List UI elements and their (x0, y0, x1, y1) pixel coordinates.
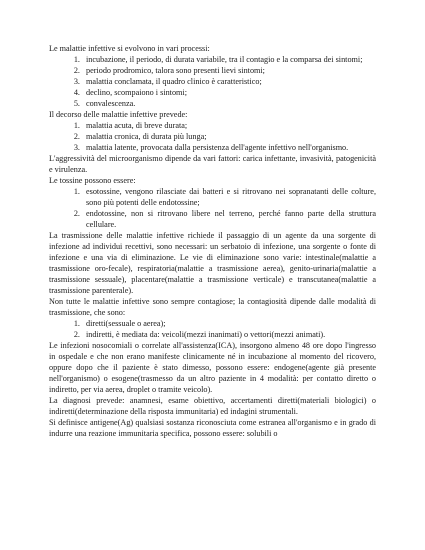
list-item: 5. convalescenza. (82, 98, 376, 109)
list-item: 2. malattia cronica, di durata più lunga; (82, 131, 376, 142)
modes-list (49, 318, 376, 340)
course-list (49, 120, 376, 153)
phases-list (49, 54, 376, 109)
list-item: 3. malattia conclamata, il quadro clinico è caratteristico; (82, 76, 376, 87)
intro-course-paragraph: Il decorso delle malattie infettive prevede: (49, 110, 188, 119)
list-item: 1. diretti(sessuale o aerea); (82, 318, 376, 329)
list-item: 2. indiretti, è mediata da: veicoli(mezzi inanimati) o vettori(mezzi animati). (82, 329, 376, 340)
antigen-paragraph: Si definisce antigene(Ag) qualsiasi sostanza riconosciuta come estranea all'organismo e in grado di indurre una reazione immunitaria specifica, possono essere: solubili o (49, 418, 376, 438)
intro-phases-paragraph: Le malattie infettive si evolvono in vari processi: (49, 44, 210, 53)
list-item: 1. malattia acuta, di breve durata; (82, 120, 376, 131)
list-item: 2. periodo prodromico, talora sono presenti lievi sintomi; (82, 65, 376, 76)
list-item: 1. incubazione, il periodo, di durata variabile, tra il contagio e la comparsa dei sintomi; (82, 54, 376, 65)
list-item: 4. declino, scompaiono i sintomi; (82, 87, 376, 98)
list-item: 3. malattia latente, provocata dalla persistenza dell'agente infettivo nell'organismo. (82, 142, 376, 153)
list-item: 2. endotossine, non si ritrovano libere nel terreno, perché fanno parte della struttura cellulare. (82, 208, 376, 230)
document-page (49, 43, 376, 439)
nosocomial-paragraph: Le infezioni nosocomiali o correlate all'assistenza(ICA), insorgono almeno 48 ore dopo l'ingresso in ospedale e che non erano manifeste clinicamente né in incubazione al momento del ricovero, oppure dopo che il paziente è stato dimesso, possono essere: endogene(agente già presente nell'organismo) o esogene(trasmesso da un altro paziente in 4 modalità: per contatto diretto o indiretto, per via aerea, droplet o tramite veicolo). (49, 341, 376, 394)
aggressivity-paragraph: L'aggressività del microorganismo dipende da vari fattori: carica infettante, invasività, patogenicità e virulenza. (49, 154, 376, 174)
list-item: 1. esotossine, vengono rilasciate dai batteri e si ritrovano nei sopranatanti delle colture, sono più potenti delle endotossine; (82, 186, 376, 208)
transmission-paragraph: La trasmissione delle malattie infettive richiede il passaggio di un agente da una sorgente di infezione ad individui recettivi, sono necessari: un serbatoio di infezione, una sorgente o fonte di infezione e una via di eliminazione. Le vie di eliminazione sono varie: intestinale(malattie a trasmissione oro-fecale), respiratoria(malattie a trasmissione aerea), genito-urinaria(malattie a trasmissione sessuale), placentare(malattie a trasmissione verticale) e transcutanea(malattie a trasmissione parenterale). (49, 231, 376, 295)
diagnosis-paragraph: La diagnosi prevede: anamnesi, esame obiettivo, accertamenti diretti(materiali biologici) o indiretti(determinazione della risposta immunitaria) ed indagini strumentali. (49, 396, 376, 416)
contagiousness-paragraph: Non tutte le malattie infettive sono sempre contagiose; la contagiosità dipende dalle modalità di trasmissione, che sono: (49, 297, 376, 317)
toxins-list (49, 186, 376, 230)
intro-toxins-paragraph: Le tossine possono essere: (49, 176, 136, 185)
